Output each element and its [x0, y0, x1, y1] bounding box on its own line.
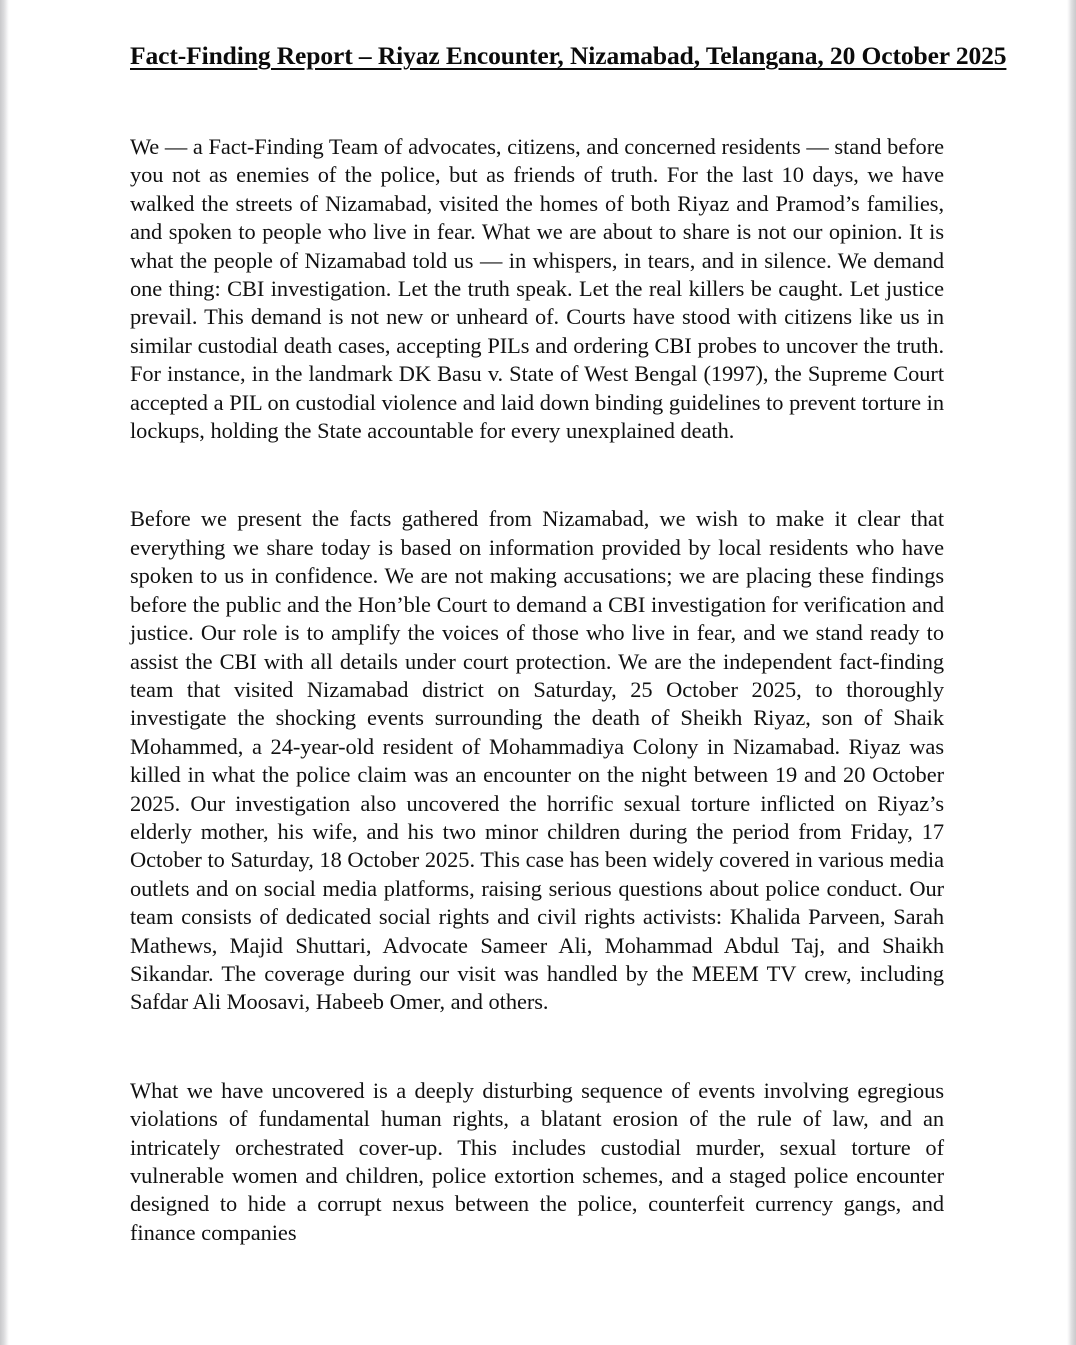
document-title: Fact-Finding Report – Riyaz Encounter, Nizamabad, Telangana, 20 October 2025 — [130, 41, 1007, 70]
page-right-edge-shadow — [1067, 0, 1076, 1345]
document-body — [130, 133, 944, 1247]
paragraph-2: Before we present the facts gathered from Nizamabad, we wish to make it clear that everything we share today is based on information provided by local residents who have spoken to us in confidence. We are not making accusations; we are placing these findings before the public and the Hon’ble Court to demand a CBI investigation for verification and justice. Our role is to amplify the voices of those who live in fear, and we stand ready to assist the CBI with all details under court protection. We are the independent fact-finding team that visited Nizamabad district on Saturday, 25 October 2025, to thoroughly investigate the shocking events surrounding the death of Sheikh Riyaz, son of Shaik Mohammed, a 24-year-old resident of Mohammadiya Colony in Nizamabad. Riyaz was killed in what the police claim was an encounter on the night between 19 and 20 October 2025. Our investigation also uncovered the horrific sexual torture inflicted on Riyaz’s elderly mother, his wife, and his two minor children during the period from Friday, 17 October to Saturday, 18 October 2025. This case has been widely covered in various media outlets and on social media platforms, raising serious questions about police conduct. Our team consists of dedicated social rights and civil rights activists: Khalida Parveen, Sarah Mathews, Majid Shuttari, Advocate Sameer Ali, Mohammad Abdul Taj, and Shaikh Sikandar. The coverage during our visit was handled by the MEEM TV crew, including Safdar Ali Moosavi, Habeeb Omer, and others. — [130, 506, 944, 1015]
page-left-edge-shadow — [0, 0, 9, 1345]
paragraph-3: What we have uncovered is a deeply disturbing sequence of events involving egregious violations of fundamental human rights, a blatant erosion of the rule of law, and an intricately orchestrated cover-up. This includes custodial murder, sexual torture of vulnerable women and children, police extortion schemes, and a staged police encounter designed to hide a corrupt nexus between the police, counterfeit currency gangs, and finance companies — [130, 1077, 944, 1245]
paragraph-1: We — a Fact-Finding Team of advocates, citizens, and concerned residents — stand before you not as enemies of the police, but as friends of truth. For the last 10 days, we have walked the streets of Nizamabad, visited the homes of both Riyaz and Pramod’s families, and spoken to people who live in fear. What we are about to share is not our opinion. It is what the people of Nizamabad told us — in whispers, in tears, and in silence. We demand one thing: CBI investigation. Let the truth speak. Let the real killers be caught. Let justice prevail. This demand is not new or unheard of. Courts have stood with citizens like us in similar custodial death cases, accepting PILs and ordering CBI probes to uncover the truth. For instance, in the landmark DK Basu v. State of West Bengal (1997), the Supreme Court accepted a PIL on custodial violence and laid down binding guidelines to prevent torture in lockups, holding the State accountable for every unexplained death. — [130, 134, 944, 444]
